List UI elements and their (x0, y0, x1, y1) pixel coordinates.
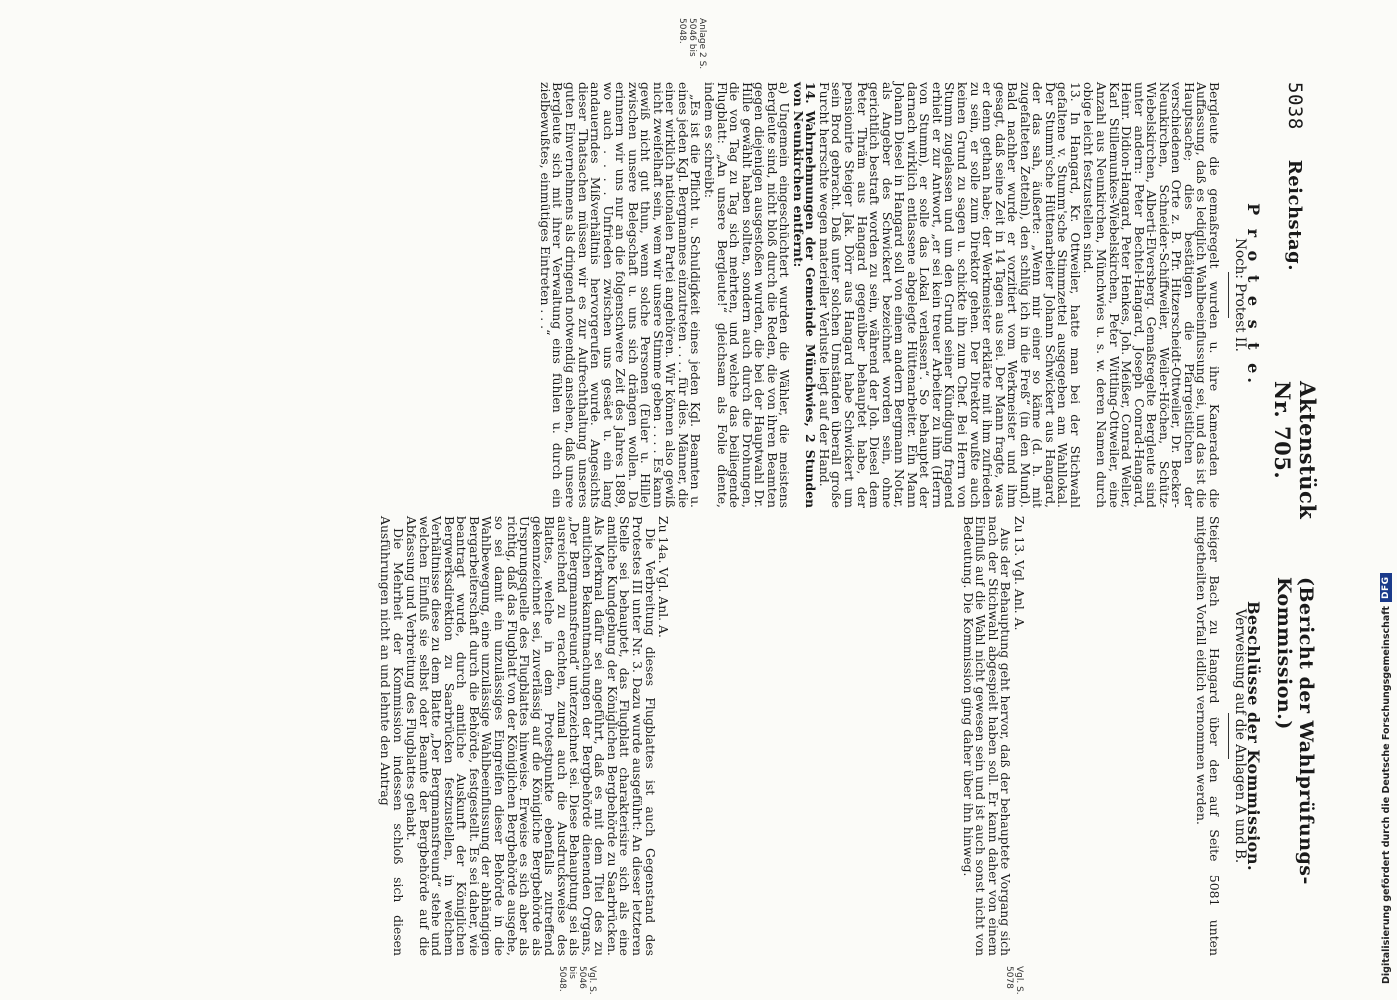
digitization-note (1375, 0, 1397, 992)
protests-column (90, 82, 1263, 508)
digitization-text: Digitalisierung gefördert durch die Deutsche Forschungsgemeinschaft (1380, 606, 1392, 984)
session-label: Reichstag. (1284, 159, 1306, 272)
margin-note: Anlage 2 S. 5046 bis 5048. (677, 18, 707, 70)
paragraph-14a: a) Ungemein eingeschüchtert wurden die Wähler, die meistens Bergleute sind, nicht bloß durch die Reden, die von ihren Beamten gegen diejenigen ausgestoßen wurden, die bei der Hauptwahl Dr. Hille gewählt haben sollten, sondern auch durch die Drohungen, die von Tag zu Tag sich mehrten, und welche das beiliegende Flugblatt: „An unsere Bergleute!“ gleichsam als Folie diente, indem es schreibt: (702, 82, 793, 508)
report-title: (Bericht der Wahlprüfungs-Kommission.) (1273, 576, 1317, 885)
section-subtitle: Noch: Protest II. (1232, 238, 1249, 352)
paragraph: Die Mehrheit der Kommission indessen schloß sich diesen Ausführungen nicht an und lehnte den Antrag (378, 516, 406, 956)
decisions-column (90, 516, 1263, 956)
zu-13-heading: Zu 13. Vgl. Anl. A. (1011, 516, 1027, 631)
zu-14a-heading: Zu 14a. Vgl. Anl. A. (656, 516, 672, 638)
section-title: P r o t e s t e. (1244, 203, 1263, 387)
section-subtitle: Verweisung auf die Anlagen A und B. (1232, 608, 1249, 864)
heading-rule (1228, 272, 1229, 318)
dfg-logo: DFG (1380, 574, 1392, 603)
paragraph-13: 13. In Hangard, Kr. Ottweiler, hatte man bei der Stichwahl gefaltene v. Stumm'sche Stimmzettel ausgegeben am Wahllokal. Der Stumm'sche Hüttenarbeiter Johann Schwickert aus Hangard, der das sah, äußerte: „Wenn mir einer so käme (d. h. mit zugefalteten Zetteln), den schlüg ich in die Freß“ (in den Mund). Bald nachher wurde er vorzitiert vom Werkmeister und ihm gesagt, daß seine Zeit in 14 Tagen aus sei. Der Mann fragte, was er denn gethan habe; der Werkmeister erklärte mit ihm zufrieden zu sein, er solle zum Direktor gehen. Der Direktor wußte auch keinen Grund zu sagen u. schickte ihn zum Chef. Bei Herrn von Stumm zugelassen und um den Grund seiner Kündigung fragend erhielt er zur Antwort, „er sei kein treuer Arbeiter zu ihm (Herrn von Stumm), er solle das Lokal verlassen“. So behauptet der darnach wirklich entlassene abgelegte Hüttenarbeiter. Ein Mann Johann Diesel in Hangard soll von einem andern Bergmann Notar, als Angeber des Schwickert bezeichnet worden sein, ohne gerichtlich bestraft worden zu sein, während der Joh. Diesel dem Peter Thräm aus Hangard gegenüber behauptet habe, der pensionirte Steiger Jak. Dörr aus Hangard habe Schwickert um sein Brod gebracht. Daß unter solchen Umständen überall große Furcht herrschte wegen materieller Verluste liegt auf der Hand. (816, 82, 1083, 508)
digitization-strip (1372, 0, 1397, 1000)
paragraph: Die Verbreitung dieses Flugblattes ist auch Gegenstand des Protestes III unter Nr. 3. Dazu wurde ausgeführt: An dieser letzteren Stelle sei behauptet, das Flugblatt charakterisire sich als eine amtliche Kundgebung der Königlichen Bergbehörde zu Saarbrücken. Als Merkmal dafür sei angeführt, daß es mit dem Titel des zu amtlichen Bekanntmachungen der Bergbehörde dienenden Organs, „Der Bergmannsfreund“ unterzeichnet sei. Diese Behauptung sei als ausreichend zu erachten, zumal auch die Ausdrucksweise des Blattes, welche in dem Protestpunkte ebenfalls zutreffend gekennzeichnet sei, zuverlässig auf die Königliche Bergbehörde als Ursprungsquelle des Flugblattes hinweise. Erweise es sich aber als richtig, daß das Flugblatt von der Königlichen Bergbehörde ausgehe, so sei damit ein unzulässiges Eingreifen dieser Behörde in die Wahlbewegung, eine unzulässige Wahlbeeinflussung der abhängigen Bergarbeiterschaft durch die Behörde, festgestellt. Es sei daher, wie beantragt wurde, durch amtliche Auskunft der Königlichen Bergwerksdirektion zu Saarbrücken festzustellen, in welchem Verhältnisse diese zu dem Blatte „Der Bergmannsfreund“ stehe und welchen Einfluß sie selbst oder Beamte der Bergbehörde auf die Abfassung und Verbreitung des Flugblattes gehabt. (404, 516, 658, 956)
decisions-heading (1228, 516, 1263, 956)
heading-rule (1228, 713, 1229, 759)
paragraph: Steiger Bach zu Hangard über den auf Seite 5081 unten mitgetheilten Vorfall eidlich vernommen werden. (1194, 516, 1222, 956)
margin-note: Vgl. S. 5046 bis 5048. (557, 966, 597, 995)
paragraph-14: 14. Wahrnehmungen der Gemeinde Münchwies, 2 Stunden von Neunkirchen entfernt: (790, 82, 819, 508)
document-number: Aktenstück Nr. 705. (1270, 381, 1320, 520)
page-number: 5038 (1284, 82, 1306, 130)
paragraph: Aus der Behauptung geht hervor, daß der behauptete Vorgang sich nach der Stichwahl abgespielt haben soll. Er kann daher von einem Einfluß auf die Wahl nicht gewesen sein und ist auch sonst nicht von Bedeutung. Die Kommission ging daher über ihn hinweg. (960, 516, 1014, 956)
section-title: Beschlüsse der Kommission. (1244, 600, 1263, 872)
margin-note: Vgl. S. 5078 (1004, 966, 1024, 995)
protests-heading (1228, 82, 1263, 508)
flyer-quote: „Es ist die Pflicht u. Schuldigkeit eines jeden Kgl. Beamten u. eines jeden Kgl. Bergmannes einzutreten . . . . für dies. Männer, die einer wirklich nationalen Partei angehören. Wir können also gewiß nicht zweifelhaft sein, wem wir unsere Stimme geben . . . . Es kann gewiß nicht gut thun, wenn solche Personen (Euler u. Hille) zwischen unsere Belegschaft u. uns sich drängen wollen. Da erinnern wir uns nur an die folgenschwere Zeit des Jahres 1889, wo auch . . . . Unfrieden zwischen uns gesäet u. ein lang andauerndes Mißverhältnis hervorgerufen wurde. Angesichts dieser Thatsachen müssen wir es zur Aufrechthaltung unseres guten Einvernehmens als dringend notwendig ansehen, daß unsere Bergleute sich mit ihrer Verwaltung eins fühlen u. durch ein zielbewußtes, einmütiges Eintreten . . .“ (537, 82, 704, 508)
page-header (1270, 82, 1320, 890)
paragraph: Bergleute die gemaßregelt wurden u. ihre Kameraden die Auffassung, daß es lediglich Wahlbeeinflussung sei, und das ist die Hauptsache; dies bestätigen die Pfarrgeistlichen der verschiedenen Orte z. B. Pfr. Hitzerscheidt-Ottweiler, Dr. Becker-Neunkirchen, Schneider-Schiffweiler, Weiler-Höchen, Schütz-Wiebelskirchen, Alberti-Elversberg. Gemaßregelte Bergleute sind unter andern: Peter Bechtel-Hangard, Joseph Conrad-Hangard, Heinr. Didion-Hangard, Peter Henkes, Joh. Meißer, Conrad Weller, Karl Stillemunkes-Wiebelskirchen, Peter Wittling-Ottweiler, eine Anzahl aus Neunkirchen, Münchwies u. s. w. deren Namen durch obige leicht festzustellen sind. (1081, 82, 1222, 508)
